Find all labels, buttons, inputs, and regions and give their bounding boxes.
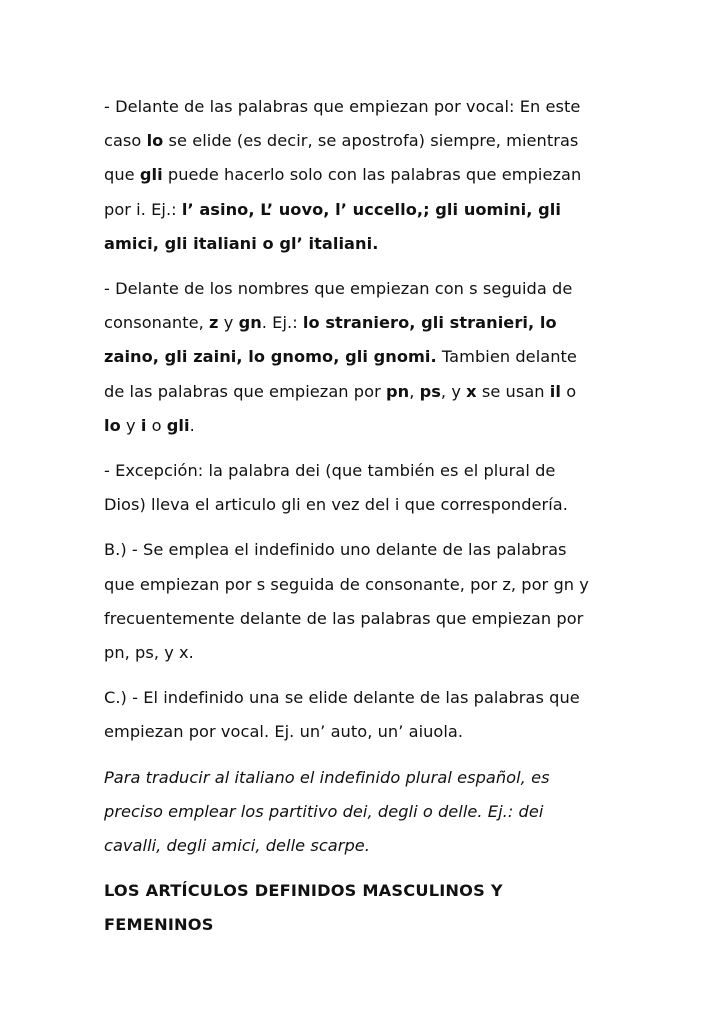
paragraph-lo-gli-vocal xyxy=(104,90,644,261)
bold-text: pn xyxy=(385,381,410,401)
text-run: y xyxy=(120,415,141,435)
text-run: , xyxy=(409,381,420,401)
paragraph-indefinido-una xyxy=(104,681,644,749)
text-run: se elide (es decir, se apostrofa) siempre, mientras que xyxy=(104,131,579,185)
bold-text: gli xyxy=(166,415,190,435)
text-run: B.) - Se emplea el indefinido uno delante de las palabras que empiezan por s seguida de consonante, por z, por gn y frecuentemente delante de las palabras que empiezan por pn, ps, y x. xyxy=(104,540,589,663)
bold-text: lo xyxy=(146,131,164,151)
text-run: . Ej.: xyxy=(261,313,303,333)
text-run: o xyxy=(146,415,167,435)
bold-text: ps xyxy=(419,381,441,401)
bold-text: lo xyxy=(104,415,121,435)
text-run: se usan xyxy=(476,381,550,401)
text-run: C.) - El indefinido una se elide delante de las palabras que empiezan por vocal. Ej. un’ auto, un’ aiuola. xyxy=(104,688,580,742)
document-page xyxy=(104,90,644,943)
paragraph-partitivo xyxy=(104,761,644,864)
bold-text: gli xyxy=(139,165,163,185)
text-run: puede hacerlo solo con las palabras que empiezan por i. Ej.: xyxy=(104,165,582,219)
text-run: - Excepción: la palabra dei (que también es el plural de Dios) lleva el articulo gli en vez del i que correspondería. xyxy=(104,461,568,515)
text-run: o xyxy=(566,381,577,401)
paragraph-s-consonante xyxy=(104,272,644,443)
bold-text: lo straniero, gli stranieri, lo zaino, gli zaini, lo gnomo, gli gnomi. xyxy=(104,313,557,367)
bold-text: z xyxy=(209,313,219,333)
text-run: - Delante de los nombres que empiezan con s seguida de consonante, xyxy=(104,279,573,333)
text-run: , y xyxy=(440,381,467,401)
section-heading: LOS ARTÍCULOS DEFINIDOS MASCULINOS Y FEMENINOS xyxy=(104,881,503,935)
text-run: y xyxy=(218,313,239,333)
text-run: - Delante de las palabras que empiezan por vocal: En este caso xyxy=(104,97,581,151)
bold-text: il xyxy=(549,381,561,401)
bold-text: l’ asino, L’ uovo, l’ uccello,; gli uomini, gli amici, gli italiani o gl’ italiani. xyxy=(104,199,561,253)
text-run: . xyxy=(189,415,195,435)
bold-text: i xyxy=(140,415,147,435)
text-run: Para traducir al italiano el indefinido plural español, es preciso emplear los partitivo dei, degli o delle. Ej.: dei cavalli, degli amici, delle scarpe. xyxy=(104,767,550,856)
bold-text: x xyxy=(466,381,477,401)
paragraph-indefinido-uno xyxy=(104,533,644,670)
text-run: Tambien delante de las palabras que empiezan por xyxy=(104,347,577,401)
paragraph-excepcion-dei xyxy=(104,454,644,522)
bold-text: gn xyxy=(238,313,262,333)
